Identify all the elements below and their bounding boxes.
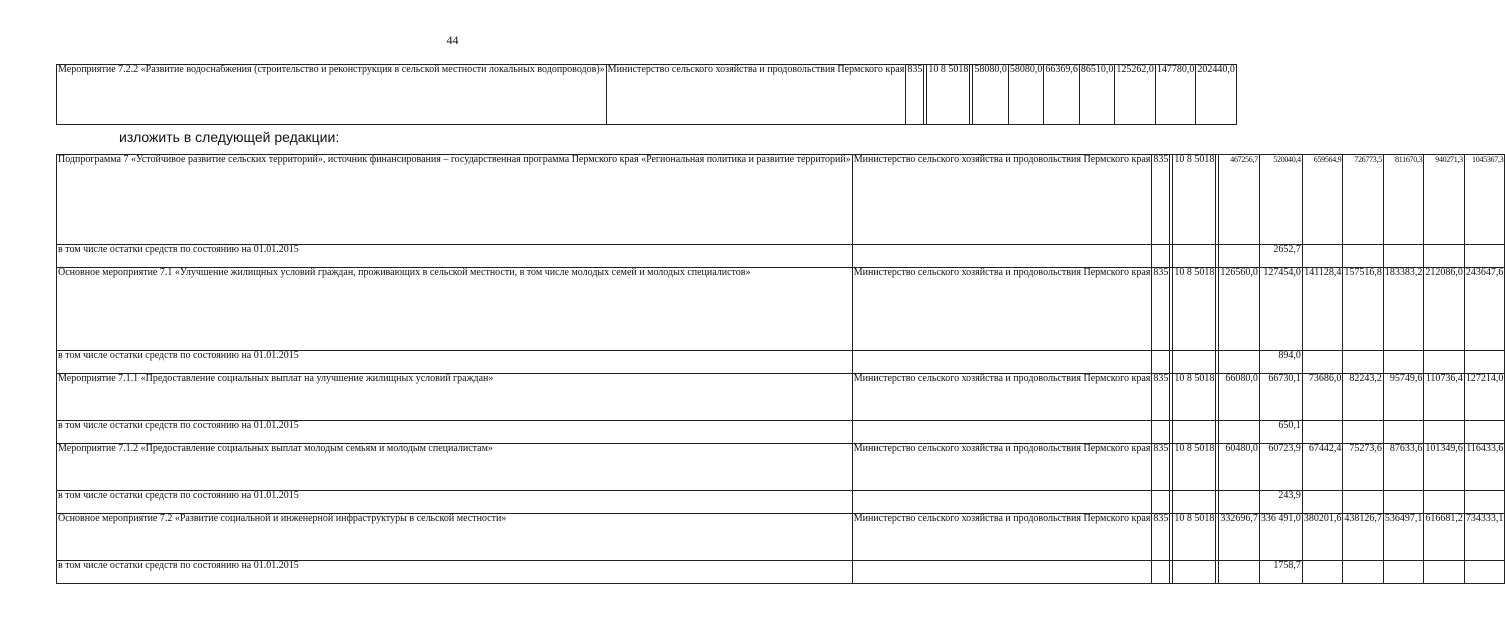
row-value-cell: 60480,0 xyxy=(1219,444,1260,491)
row-name-cell: в том числе остатки средств по состоянию на 01.01.2015 xyxy=(57,561,853,584)
row-value-cell: 66369,6 xyxy=(1044,65,1080,125)
row-grbs-cell: 835 xyxy=(1152,444,1170,491)
row-value-cell: 110736,4 xyxy=(1424,374,1465,421)
table-after-body xyxy=(57,155,1505,584)
row-value-cell xyxy=(1219,491,1260,514)
row-value-cell xyxy=(1464,421,1505,444)
row-value-cell: 86510,0 xyxy=(1079,65,1115,125)
row-grbs-cell xyxy=(1152,561,1170,584)
row-value-cell: 60723,9 xyxy=(1259,444,1302,491)
row-org-cell xyxy=(852,351,1152,374)
row-value-cell: 336 491,0 xyxy=(1259,514,1302,561)
row-razdel-cell xyxy=(1173,245,1216,268)
row-org-cell: Министерство сельского хозяйства и продовольствия Пермского края xyxy=(606,65,906,125)
row-value-cell: 147780,0 xyxy=(1155,65,1196,125)
row-razdel-cell: 10 8 5018 xyxy=(1173,514,1216,561)
row-value-cell: 87633,6 xyxy=(1383,444,1424,491)
intro-text: изложить в следующей редакции: xyxy=(119,129,340,145)
row-value-cell: 1758,7 xyxy=(1259,561,1302,584)
row-value-cell xyxy=(1464,561,1505,584)
row-value-cell xyxy=(1383,491,1424,514)
row-grbs-cell: 835 xyxy=(906,65,924,125)
row-grbs-cell xyxy=(1152,351,1170,374)
row-org-cell: Министерство сельского хозяйства и продовольствия Пермского края xyxy=(852,155,1152,245)
row-org-cell: Министерство сельского хозяйства и продовольствия Пермского края xyxy=(852,268,1152,351)
row-razdel-cell: 10 8 5018 xyxy=(1173,444,1216,491)
row-value-cell xyxy=(1343,491,1384,514)
table-row xyxy=(57,514,1505,561)
row-name-cell: в том числе остатки средств по состоянию на 01.01.2015 xyxy=(57,491,853,514)
table-row xyxy=(57,374,1505,421)
row-value-cell xyxy=(1343,561,1384,584)
row-value-cell: 58080,0 xyxy=(973,65,1009,125)
table-row xyxy=(57,421,1505,444)
row-value-cell xyxy=(1343,351,1384,374)
row-value-cell: 58080,0 xyxy=(1008,65,1044,125)
row-org-cell: Министерство сельского хозяйства и продовольствия Пермского края xyxy=(852,374,1152,421)
table-row xyxy=(57,444,1505,491)
row-grbs-cell: 835 xyxy=(1152,268,1170,351)
row-value-cell xyxy=(1424,491,1465,514)
row-value-cell xyxy=(1424,351,1465,374)
table-row xyxy=(57,351,1505,374)
row-value-cell: 650,1 xyxy=(1259,421,1302,444)
row-razdel-cell xyxy=(1173,351,1216,374)
row-name-cell: Мероприятие 7.1.1 «Предоставление социальных выплат на улучшение жилищных условий граждан» xyxy=(57,374,853,421)
row-value-cell: 126560,0 xyxy=(1219,268,1260,351)
row-value-cell: 536497,1 xyxy=(1383,514,1424,561)
row-name-cell: в том числе остатки средств по состоянию на 01.01.2015 xyxy=(57,351,853,374)
row-value-cell: 243647,6 xyxy=(1464,268,1505,351)
table-row xyxy=(57,245,1505,268)
row-value-cell: 212086,0 xyxy=(1424,268,1465,351)
row-name-cell: Мероприятие 7.2.2 «Развитие водоснабжения (строительство и реконструкция в сельской местности локальных водопроводов)» xyxy=(57,65,607,125)
row-org-cell xyxy=(852,245,1152,268)
row-value-cell: 66730,1 xyxy=(1259,374,1302,421)
row-name-cell: Основное мероприятие 7.1 «Улучшение жилищных условий граждан, проживающих в сельской местности, в том числе молодых семей и молодых специалистов» xyxy=(57,268,853,351)
row-value-cell xyxy=(1383,561,1424,584)
row-value-cell: 726773,5 xyxy=(1343,155,1384,245)
row-value-cell: 157516,8 xyxy=(1343,268,1384,351)
row-razdel-cell: 10 8 5018 xyxy=(1173,374,1216,421)
table-row xyxy=(57,155,1505,245)
row-value-cell xyxy=(1464,245,1505,268)
row-name-cell: Подпрограмма 7 «Устойчивое развитие сельских территорий», источник финансирования – государственная программа Пермского края «Региональная политика и развитие территорий» xyxy=(57,155,853,245)
row-value-cell: 894,0 xyxy=(1259,351,1302,374)
row-value-cell: 202440,0 xyxy=(1196,65,1237,125)
row-value-cell: 616681,2 xyxy=(1424,514,1465,561)
row-grbs-cell xyxy=(1152,245,1170,268)
table-after xyxy=(56,154,1505,584)
row-value-cell: 125262,0 xyxy=(1115,65,1156,125)
row-razdel-cell: 10 8 5018 xyxy=(1173,155,1216,245)
row-name-cell: в том числе остатки средств по состоянию на 01.01.2015 xyxy=(57,421,853,444)
row-value-cell xyxy=(1302,561,1343,584)
row-name-cell: Основное мероприятие 7.2 «Развитие социальной и инженерной инфраструктуры в сельской местности» xyxy=(57,514,853,561)
row-value-cell xyxy=(1343,421,1384,444)
row-razdel-cell xyxy=(1173,561,1216,584)
row-value-cell xyxy=(1424,245,1465,268)
row-org-cell xyxy=(852,421,1152,444)
row-name-cell: Мероприятие 7.1.2 «Предоставление социальных выплат молодым семьям и молодым специалистам» xyxy=(57,444,853,491)
row-value-cell xyxy=(1302,351,1343,374)
row-value-cell: 438126,7 xyxy=(1343,514,1384,561)
row-value-cell xyxy=(1464,491,1505,514)
row-value-cell: 243,9 xyxy=(1259,491,1302,514)
row-org-cell: Министерство сельского хозяйства и продовольствия Пермского края xyxy=(852,514,1152,561)
row-value-cell: 467256,7 xyxy=(1219,155,1260,245)
row-grbs-cell: 835 xyxy=(1152,514,1170,561)
row-value-cell xyxy=(1343,245,1384,268)
row-value-cell xyxy=(1302,421,1343,444)
row-grbs-cell xyxy=(1152,491,1170,514)
row-value-cell xyxy=(1424,421,1465,444)
row-value-cell xyxy=(1219,421,1260,444)
row-value-cell: 66080,0 xyxy=(1219,374,1260,421)
row-razdel-cell: 10 8 5018 xyxy=(1173,268,1216,351)
row-name-cell: в том числе остатки средств по состоянию на 01.01.2015 xyxy=(57,245,853,268)
table-row xyxy=(57,491,1505,514)
row-value-cell xyxy=(1219,351,1260,374)
row-value-cell xyxy=(1219,245,1260,268)
row-value-cell: 75273,6 xyxy=(1343,444,1384,491)
row-org-cell: Министерство сельского хозяйства и продовольствия Пермского края xyxy=(852,444,1152,491)
row-value-cell xyxy=(1219,561,1260,584)
row-value-cell: 127214,0 xyxy=(1464,374,1505,421)
row-org-cell xyxy=(852,561,1152,584)
row-value-cell: 734333,1 xyxy=(1464,514,1505,561)
row-value-cell: 332696,7 xyxy=(1219,514,1260,561)
row-grbs-cell xyxy=(1152,421,1170,444)
row-value-cell xyxy=(1383,245,1424,268)
row-value-cell xyxy=(1302,491,1343,514)
row-value-cell: 2652,7 xyxy=(1259,245,1302,268)
row-value-cell: 380201,6 xyxy=(1302,514,1343,561)
row-razdel-cell: 10 8 5018 xyxy=(927,65,970,125)
row-value-cell: 67442,4 xyxy=(1302,444,1343,491)
row-value-cell: 520040,4 xyxy=(1259,155,1302,245)
table-row xyxy=(57,561,1505,584)
table-row xyxy=(57,65,1237,125)
row-value-cell xyxy=(1424,561,1465,584)
row-value-cell: 101349,6 xyxy=(1424,444,1465,491)
row-grbs-cell: 835 xyxy=(1152,155,1170,245)
row-value-cell: 659564,9 xyxy=(1302,155,1343,245)
row-value-cell xyxy=(1302,245,1343,268)
row-value-cell: 95749,6 xyxy=(1383,374,1424,421)
row-value-cell: 1045367,3 xyxy=(1464,155,1505,245)
table-before xyxy=(56,64,1237,125)
row-value-cell: 940271,3 xyxy=(1424,155,1465,245)
page-number: 44 xyxy=(446,33,459,47)
row-value-cell xyxy=(1464,351,1505,374)
table-row xyxy=(57,268,1505,351)
row-razdel-cell xyxy=(1173,491,1216,514)
row-value-cell: 73686,0 xyxy=(1302,374,1343,421)
row-value-cell: 116433,6 xyxy=(1464,444,1505,491)
row-value-cell: 141128,4 xyxy=(1302,268,1343,351)
row-value-cell xyxy=(1383,351,1424,374)
table-before-body xyxy=(57,65,1237,125)
row-value-cell: 811670,3 xyxy=(1383,155,1424,245)
row-razdel-cell xyxy=(1173,421,1216,444)
row-value-cell: 183383,2 xyxy=(1383,268,1424,351)
row-grbs-cell: 835 xyxy=(1152,374,1170,421)
row-value-cell xyxy=(1383,421,1424,444)
row-value-cell: 82243,2 xyxy=(1343,374,1384,421)
row-org-cell xyxy=(852,491,1152,514)
row-value-cell: 127454,0 xyxy=(1259,268,1302,351)
